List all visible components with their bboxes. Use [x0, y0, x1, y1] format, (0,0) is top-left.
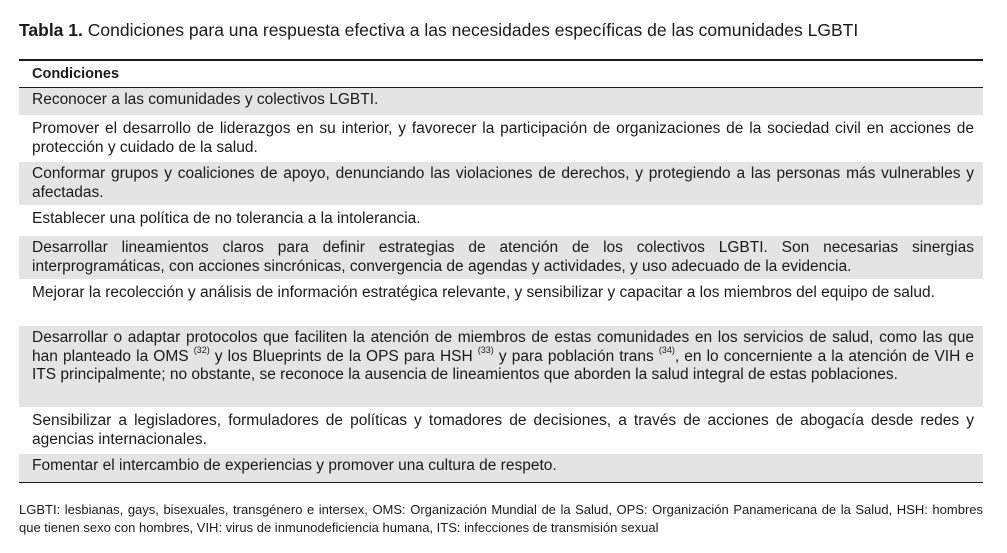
row-text: y para población trans: [498, 347, 654, 365]
row-text: Reconocer a las comunidades y colectivos LGBTI.: [32, 91, 379, 108]
row-text: Conformar grupos y coaliciones de apoyo, denunciando las violaciones de derechos, y protegiendo a las personas más vulnerables y afectadas.: [32, 165, 974, 201]
table-row: [19, 281, 983, 326]
table-row: [19, 236, 983, 281]
table-row: [19, 88, 983, 117]
reference-32: (32): [193, 345, 210, 356]
table-row: [19, 454, 983, 482]
table-caption: [19, 19, 858, 41]
table-row: [19, 117, 983, 162]
row-text: y los Blueprints de la OPS para HSH: [214, 347, 473, 365]
reference-34: (34): [658, 345, 675, 356]
row-text: Establecer una política de no tolerancia a la intolerancia.: [32, 210, 421, 227]
table-row: [19, 207, 983, 236]
row-text: Desarrollar lineamientos claros para definir estrategias de atención de los colectivos LGBTI. Son necesarias sinergias interprogramáticas, con acciones sincrónicas, convergencia de agendas y actividades, y uso adecuado de la evidencia.: [32, 239, 974, 275]
row-text: Fomentar el intercambio de experiencias y promover una cultura de respeto.: [32, 457, 557, 474]
table-row: [19, 409, 983, 454]
table-caption-label: Tabla 1.: [19, 20, 83, 40]
row-text: Promover el desarrollo de liderazgos en su interior, y favorecer la participación de organizaciones de la sociedad civil en acciones de protección y cuidado de la salud.: [32, 120, 974, 156]
table-footnote: LGBTI: lesbianas, gays, bisexuales, transgénero e intersex, OMS: Organización Mundial de la Salud, OPS: Organización Panamericana de la Salud, HSH: hombres que tienen sexo con hombres, VIH: virus de inmunodeficiencia humana, ITS: infecciones de transmisión sexual: [19, 502, 983, 535]
table-row: [19, 162, 983, 207]
table-caption-text: Condiciones para una respuesta efectiva a las necesidades específicas de las comunidades LGBTI: [87, 20, 859, 40]
table-header: Condiciones: [19, 61, 983, 88]
row-text: , en lo concerniente a la atención de VIH e ITS principalmente; no obstante, se reconoce la ausencia de lineamientos que aborden la salud integral de estas poblaciones.: [32, 347, 974, 383]
row-text: Mejorar la recolección y análisis de información estratégica relevante, y sensibilizar y capacitar a los miembros del equipo de salud.: [32, 284, 935, 301]
reference-33: (33): [477, 345, 494, 356]
row-text: Sensibilizar a legisladores, formuladores de políticas y tomadores de decisiones, a través de acciones de abogacía desde redes y agencias internacionales.: [32, 412, 974, 448]
conditions-table: [19, 59, 983, 483]
row-text: Desarrollar o adaptar protocolos que faciliten la atención de miembros de estas comunidades en los servicios de salud, como las que han planteado la OMS: [32, 329, 974, 365]
table-row: [19, 326, 983, 409]
